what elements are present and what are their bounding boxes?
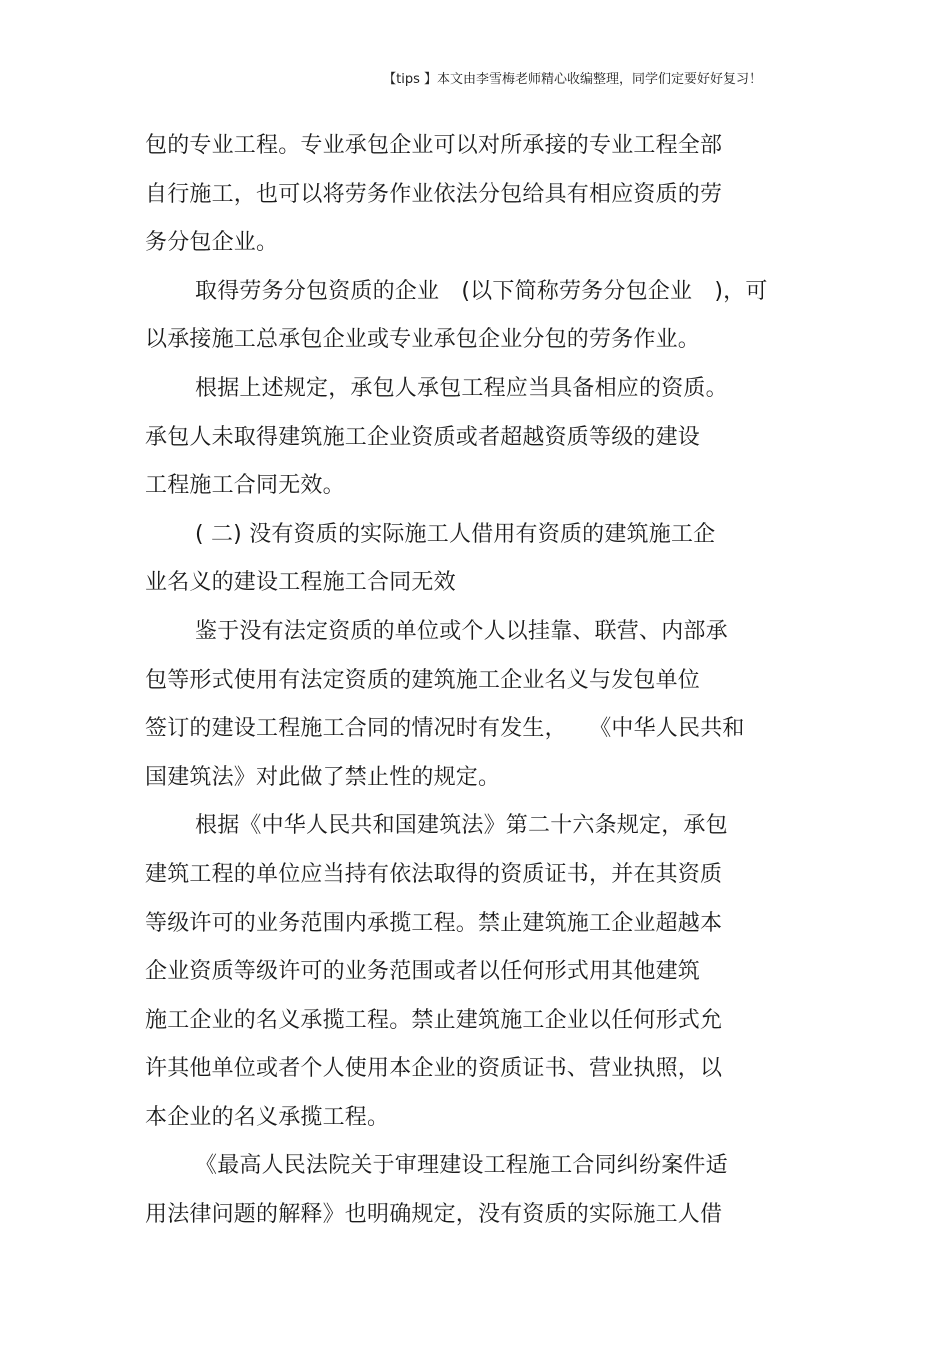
text-line: 建筑工程的单位应当持有依法取得的资质证书，并在其资质 <box>145 861 723 887</box>
paragraph-start-line: 根据上述规定，承包人承包工程应当具备相应的资质。 <box>195 375 728 401</box>
text-line: 用法律问题的解释》也明确规定，没有资质的实际施工人借 <box>145 1202 723 1228</box>
paragraph-start-line: 根据《中华人民共和国建筑法》第二十六条规定，承包 <box>195 813 728 839</box>
text-line: 签订的建设工程施工合同的情况时有发生， 《中华人民共和 <box>145 716 745 742</box>
text-line: 工程施工合同无效。 <box>145 473 345 499</box>
paragraph-start-line: 取得劳务分包资质的企业 (以下简称劳务分包企业 )，可 <box>195 278 768 304</box>
text-line: 承包人未取得建筑施工企业资质或者超越资质等级的建设 <box>145 424 701 450</box>
text-line: 等级许可的业务范围内承揽工程。禁止建筑施工企业超越本 <box>145 910 723 936</box>
text-line: 国建筑法》对此做了禁止性的规定。 <box>145 764 501 790</box>
text-line: 包的专业工程。专业承包企业可以对所承接的专业工程全部 <box>145 133 723 158</box>
text-line: 企业资质等级许可的业务范围或者以任何形式用其他建筑 <box>145 959 701 985</box>
text-line: 自行施工，也可以将劳务作业依法分包给具有相应资质的劳 <box>145 181 723 207</box>
paragraph-start-line: 鉴于没有法定资质的单位或个人以挂靠、联营、内部承 <box>195 618 728 644</box>
section-heading-line: 业名义的建设工程施工合同无效 <box>145 570 456 596</box>
text-line: 务分包企业。 <box>145 230 279 256</box>
header-tips-note: 【tips 】本文由李雪梅老师精心收编整理，同学们定要好好复习！ <box>383 72 762 87</box>
text-line: 本企业的名义承揽工程。 <box>145 1104 390 1130</box>
document-body <box>145 126 835 1244</box>
text-line: 以承接施工总承包企业或专业承包企业分包的劳务作业。 <box>145 327 701 353</box>
text-line: 施工企业的名义承揽工程。禁止建筑施工企业以任何形式允 <box>145 1007 723 1033</box>
text-line: 包等形式使用有法定资质的建筑施工企业名义与发包单位 <box>145 667 701 693</box>
text-line: 许其他单位或者个人使用本企业的资质证书、营业执照，以 <box>145 1056 723 1082</box>
paragraph-start-line: 《最高人民法院关于审理建设工程施工合同纠纷案件适 <box>195 1153 728 1179</box>
section-heading-line: ( 二) 没有资质的实际施工人借用有资质的建筑施工企 <box>195 521 716 547</box>
